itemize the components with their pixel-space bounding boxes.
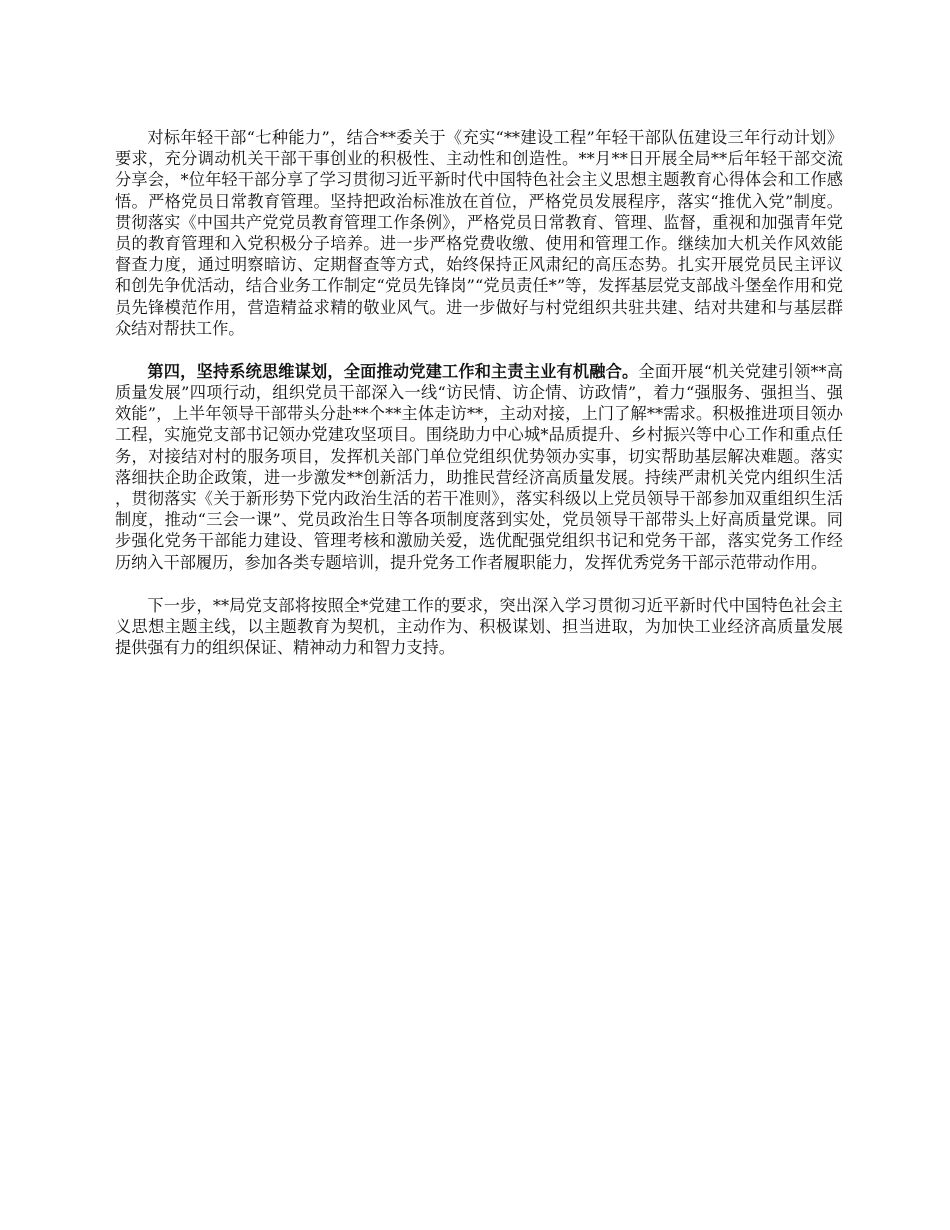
paragraph-1-text: 对标年轻干部“七种能力”，结合**委关于《充实“**建设工程”年轻干部队伍建设三年行动计划》要求，充分调动机关干部干事创业的积极性、主动性和创造性。**月**日开展全局**后年轻干部交流分享会，*位年轻干部分享了学习贯彻习近平新时代中国特色社会主义思想主题教育心得体会和工作感悟。严格党员日常教育管理。坚持把政治标准放在首位，严格党员发展程序，落实“推优入党”制度。贯彻落实《中国共产党党员教育管理工作条例》，严格党员日常教育、管理、监督，重视和加强青年党员的教育管理和入党积极分子培养。进一步严格党费收缴、使用和管理工作。继续加大机关作风效能督查力度，通过明察暗访、定期督查等方式，始终保持正风肃纪的高压态势。扎实开展党员民主评议和创先争优活动，结合业务工作制定“党员先锋岗”“党员责任*”等，发挥基层党支部战斗堡垒作用和党员先锋模范作用，营造精益求精的敬业风气。进一步做好与村党组织共驻共建、结对共建和与基层群众结对帮扶工作。 [115, 128, 843, 338]
paragraph-talent-training [115, 127, 843, 339]
document-body [115, 127, 843, 658]
paragraph-3-text: 下一步，**局党支部将按照全*党建工作的要求，突出深入学习贯彻习近平新时代中国特色社会主义思想主题主线，以主题教育为契机，主动作为、积极谋划、担当进取，为加快工业经济高质量发展提供强有力的组织保证、精神动力和智力支持。 [115, 595, 843, 658]
paragraph-fourth-point [115, 361, 843, 573]
paragraph-next-steps [115, 595, 843, 659]
paragraph-2-heading: 第四，坚持系统思维谋划，全面推动党建工作和主责主业有机融合。 [147, 361, 639, 381]
paragraph-2-text: 全面开展“机关党建引领**高质量发展”四项行动，组织党员干部深入一线“访民情、访企情、访政情”，着力“强服务、强担当、强效能”，上半年领导干部带头分赴**个**主体走访**，主动对接，上门了解**需求。积极推进项目领办工程，实施党支部书记领办党建攻坚项目。围绕助力中心城*品质提升、乡村振兴等中心工作和重点任务，对接结对村的服务项目，发挥机关部门单位党组织优势领办实事，切实帮助基层解决难题。落实落细扶企助企政策，进一步激发**创新活力，助推民营经济高质量发展。持续严肃机关党内组织生活，贯彻落实《关于新形势下党内政治生活的若干准则》，落实科级以上党员领导干部参加双重组织生活制度，推动“三会一课”、党员政治生日等各项制度落到实处，党员领导干部带头上好高质量党课。同步强化党务干部能力建设、管理考核和激励关爱，选优配强党组织书记和党务干部，落实党务工作经历纳入干部履历，参加各类专题培训，提升党务工作者履职能力，发挥优秀党务干部示范带动作用。 [115, 361, 843, 572]
